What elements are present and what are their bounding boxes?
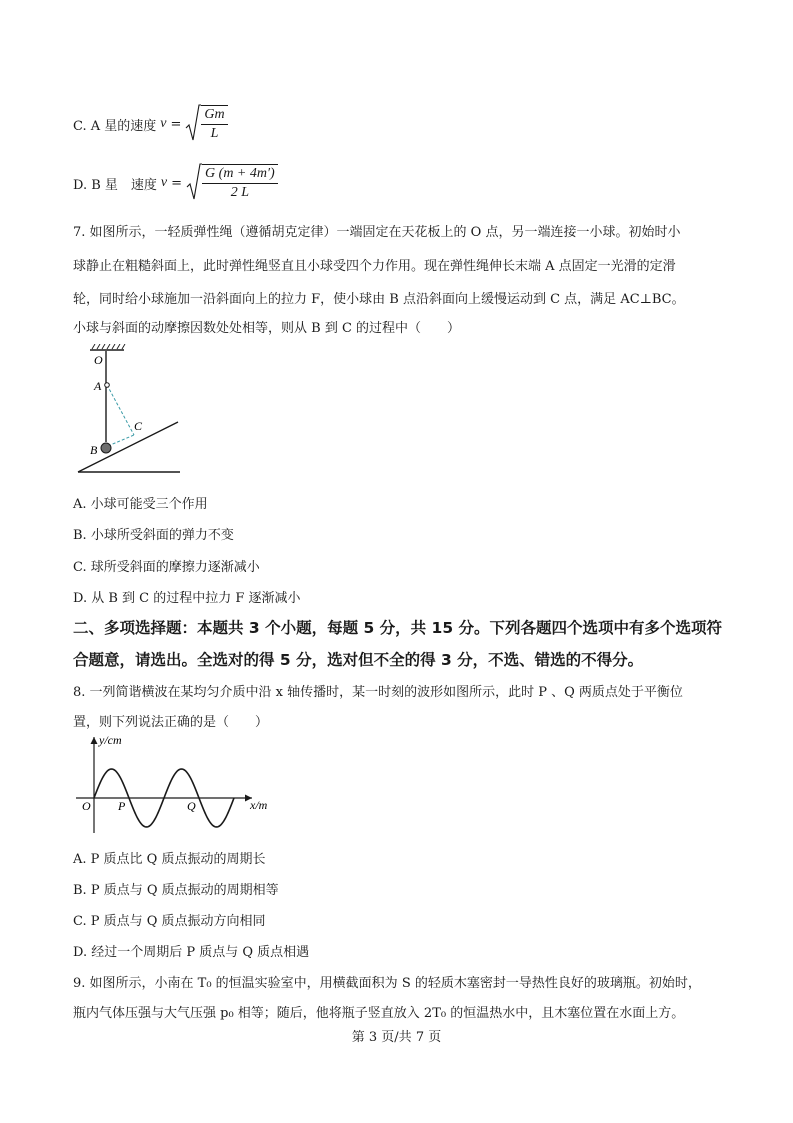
origin-label: O	[82, 799, 91, 813]
q8-option-a: A. P 质点比 Q 质点振动的周期长	[73, 852, 266, 867]
option-c-label: C. A 星的速度	[73, 118, 157, 134]
section-2-line-2: 合题意，请选出。全选对的得 5 分，选对但不全的得 3 分，不选、错选的不得分。	[73, 651, 644, 669]
point-q-label: Q	[187, 799, 196, 813]
q7-option-c: C. 球所受斜面的摩擦力逐渐减小	[73, 560, 260, 575]
q9-line-1: 9. 如图所示，小南在 T₀ 的恒温实验室中，用横截面积为 S 的轻质木塞密封一导热性良好的玻璃瓶。初始时，	[73, 976, 701, 991]
q8-line-1: 8. 一列简谐横波在某均匀介质中沿 x 轴传播时，某一时刻的波形如图所示，此时 P 、Q 两质点处于平衡位	[73, 685, 683, 700]
q8-option-b: B. P 质点与 Q 质点振动的周期相等	[73, 883, 279, 898]
q9-line-2: 瓶内气体压强与大气压强 p₀ 相等；随后，他将瓶子竖直放入 2T₀ 的恒温热水中，且木塞位置在水面上方。	[73, 1006, 685, 1021]
option-d-numerator: G (m + 4m′)	[202, 165, 278, 184]
option-d-label: D. B 星 速度	[73, 177, 157, 193]
q7-line-4: 小球与斜面的动摩擦因数处处相等，则从 B 到 C 的过程中（ ）	[73, 321, 461, 336]
option-c-v: v	[160, 116, 167, 131]
option-d-sqrt	[186, 163, 278, 203]
q8-wave-figure	[74, 733, 284, 835]
label-a: A	[94, 379, 102, 393]
sqrt-sign-icon	[185, 104, 201, 144]
label-o: O	[94, 353, 103, 367]
option-d-v: v	[160, 175, 168, 190]
option-c-numerator: Gm	[201, 106, 227, 125]
section-2-line-1: 二、多项选择题：本题共 3 个小题，每题 5 分，共 15 分。下列各题四个选项中有多个选项符	[73, 619, 723, 637]
q7-line-1: 7. 如图所示，一轻质弹性绳（遵循胡克定律）一端固定在天花板上的 O 点，另一端连接一小球。初始时小	[73, 225, 681, 240]
pulley-a	[105, 383, 110, 388]
ceiling-hatch	[92, 344, 125, 349]
q7-line-3: 轮，同时给小球施加一沿斜面向上的拉力 F，使小球由 B 点沿斜面向上缓慢运动到 C 点，满足 AC⊥BC。	[73, 292, 685, 307]
q8-option-c: C. P 质点与 Q 质点振动方向相同	[73, 914, 266, 929]
label-b: B	[90, 443, 98, 457]
q7-option-a: A. 小球可能受三个作用	[73, 497, 208, 512]
x-axis-label: x/m	[250, 798, 268, 812]
dashed-line-bc	[108, 435, 134, 446]
ball-b	[101, 443, 111, 453]
dashed-line-ac	[107, 385, 134, 435]
option-d: D. B 星 速度 v = $\frac{G (m + 4m')}{2 L}$	[73, 163, 278, 203]
q8-option-d: D. 经过一个周期后 P 质点与 Q 质点相遇	[73, 945, 310, 960]
option-d-denominator: 2 L	[230, 185, 250, 200]
label-c: C	[134, 419, 143, 433]
page-footer: 第 3 页/共 7 页	[351, 1030, 442, 1045]
q7-option-b: B. 小球所受斜面的弹力不变	[73, 528, 234, 543]
q7-incline-figure	[76, 344, 186, 476]
point-p-label: P	[118, 799, 126, 813]
sqrt-sign-icon	[186, 163, 202, 203]
q7-line-2: 球静止在粗糙斜面上，此时弹性绳竖直且小球受四个力作用。现在弹性绳伸长末端 A 点固定一光滑的定滑	[73, 259, 676, 274]
q8-line-2: 置，则下列说法正确的是（ ）	[73, 715, 269, 730]
y-axis-label: y/cm	[99, 733, 122, 747]
option-c-sqrt	[185, 104, 227, 144]
q7-option-d: D. 从 B 到 C 的过程中拉力 F 逐渐减小	[73, 591, 301, 606]
option-c: C. A 星的速度 v = $\frac{Gm}{L}$	[73, 104, 228, 144]
option-c-denominator: L	[210, 126, 219, 141]
